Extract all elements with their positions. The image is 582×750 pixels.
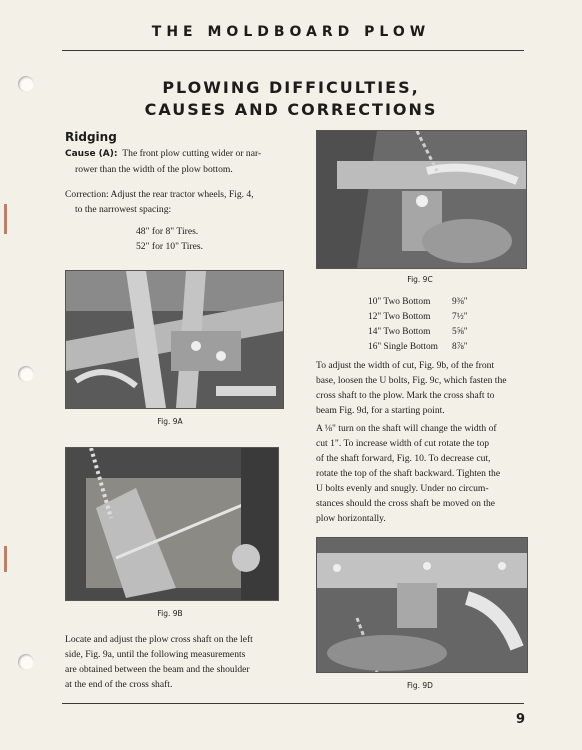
punch-hole-bottom <box>18 654 34 670</box>
tire-spacing-1: 48" for 8" Tires. <box>136 226 199 237</box>
correction-line-1: Correction: Adjust the rear tractor wheels, Fig. 4, <box>65 189 254 200</box>
bottom-size: 14" Two Bottom <box>368 327 431 337</box>
page-number: 9 <box>516 712 526 727</box>
measurement-table <box>368 295 468 355</box>
bottom-size: 12" Two Bottom <box>368 312 431 322</box>
binding-mark <box>4 204 7 234</box>
bottom-size: 10" Two Bottom <box>368 297 431 307</box>
shaft-turn-line: A ⅛" turn on the shaft will change the width of <box>316 423 497 434</box>
shaft-turn-line: stances should the cross shaft be moved on the <box>316 498 496 509</box>
width-adjust-line: cross shaft to the plow. Mark the cross shaft to <box>316 390 495 401</box>
shaft-turn-line: rotate the top of the shaft backward. Tighten the <box>316 468 501 479</box>
cross-shaft-line: side, Fig. 9a, until the following measurements <box>65 649 246 660</box>
cause-label: Cause (A): <box>65 149 118 159</box>
table-row <box>368 295 468 310</box>
figure-9b-photo <box>65 447 279 601</box>
shaft-turn-line: U bolts evenly and snugly. Under no circum- <box>316 483 489 494</box>
cause-line-1: The front plow cutting wider or nar- <box>122 148 262 159</box>
width-adjust-line: beam Fig. 9d, for a starting point. <box>316 405 445 416</box>
bottom-size: 16" Single Bottom <box>368 342 438 352</box>
figure-9d-photo <box>316 537 528 673</box>
width-adjust-paragraph <box>316 358 526 418</box>
measurement-value: 7½" <box>452 312 468 322</box>
section-heading: Ridging <box>65 130 117 144</box>
footer-rule <box>62 703 524 704</box>
cross-shaft-line: at the end of the cross shaft. <box>65 679 173 690</box>
figure-9d-caption: Fig. 9D <box>407 681 433 690</box>
page-title-line-2: CAUSES AND CORRECTIONS <box>144 100 438 119</box>
shaft-turn-line: of the shaft forward, Fig. 10. To decrease cut, <box>316 453 491 464</box>
punch-hole-middle <box>18 366 34 382</box>
cause-line-2: rower than the width of the plow bottom. <box>75 164 233 175</box>
shaft-turn-line: plow horizontally. <box>316 513 386 524</box>
binding-mark <box>4 546 7 572</box>
figure-9c-photo <box>316 130 527 269</box>
table-row <box>368 310 468 325</box>
shaft-turn-paragraph <box>316 421 526 526</box>
width-adjust-line: To adjust the width of cut, Fig. 9b, of the front <box>316 360 495 371</box>
measurement-value: 5⅝" <box>452 327 468 337</box>
cross-shaft-paragraph <box>65 632 310 692</box>
width-adjust-line: base, loosen the U bolts, Fig. 9c, which fasten the <box>316 375 507 386</box>
correction-line-2: to the narrowest spacing: <box>75 204 172 215</box>
tire-spacing-2: 52" for 10" Tires. <box>136 241 204 252</box>
figure-9a-caption: Fig. 9A <box>157 417 183 426</box>
cause-paragraph <box>65 146 310 177</box>
figure-9a-photo <box>65 270 284 409</box>
figure-9b-caption: Fig. 9B <box>157 609 183 618</box>
measurement-value: 8⅞" <box>452 342 468 352</box>
correction-paragraph <box>65 187 310 217</box>
shaft-turn-line: cut 1". To increase width of cut rotate the top <box>316 438 490 449</box>
table-row <box>368 325 468 340</box>
measurement-value: 9⅜" <box>452 297 468 307</box>
cross-shaft-line: Locate and adjust the plow cross shaft on the left <box>65 634 253 645</box>
figure-9c-caption: Fig. 9C <box>407 275 433 284</box>
cross-shaft-line: are obtained between the beam and the shoulder <box>65 664 250 675</box>
running-header: THE MOLDBOARD PLOW <box>151 24 431 40</box>
table-row <box>368 340 468 355</box>
page-title-line-1: PLOWING DIFFICULTIES, <box>162 78 420 97</box>
header-rule <box>62 50 524 51</box>
